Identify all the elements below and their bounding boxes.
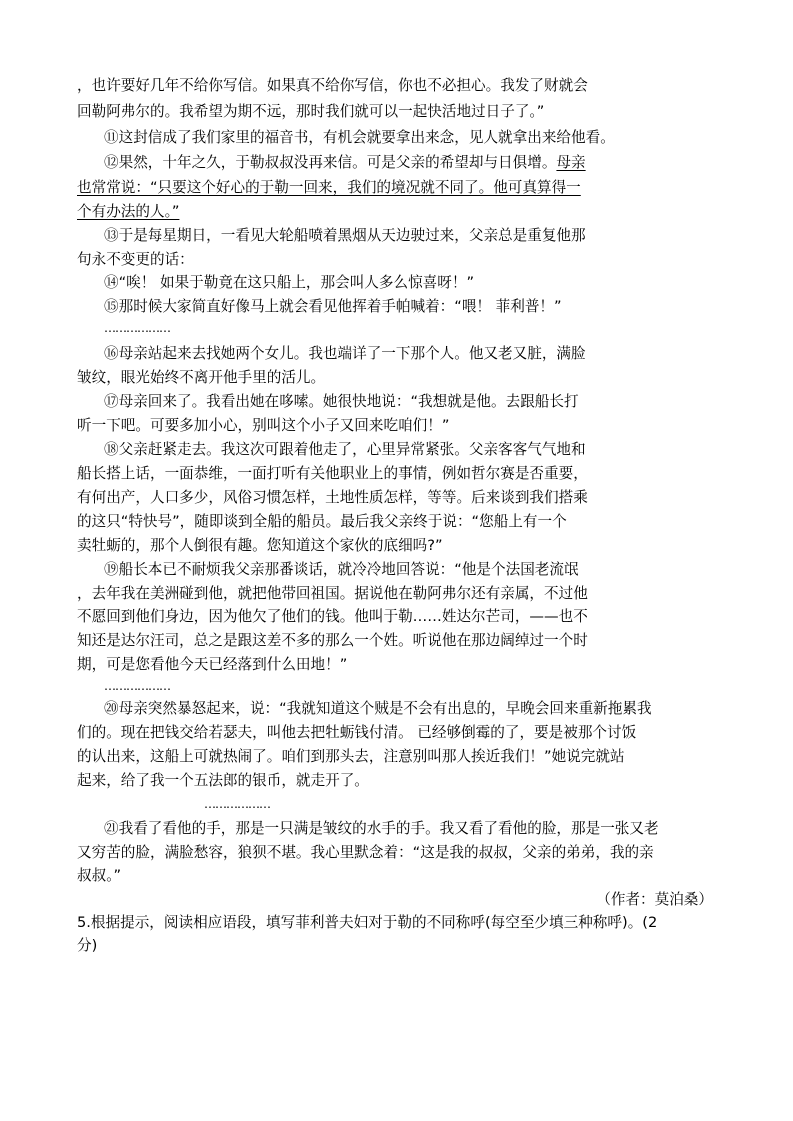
- text-line: 回勒阿弗尔的。我希望为期不远，那时我们就可以一起快活地过日子了。”: [77, 103, 545, 120]
- text-line: 皱纹，眼光始终不离开他手里的活儿。: [77, 369, 326, 386]
- author-credit: （作者：莫泊桑）: [596, 891, 713, 908]
- text-line: 们的。现在把钱交给若瑟夫，叫他去把牡蛎钱付清。 已经够倒霉的了，要是被那个讨饭: [77, 724, 637, 741]
- text-line: 起来，给了我一个五法郎的银币，就走开了。: [77, 772, 369, 789]
- text-line: 有何出产，人口多少，风俗习惯怎样，土地性质怎样，等等。后来谈到我们搭乘: [77, 489, 588, 506]
- paragraph-13: ⑬于是每星期日，一看见大轮船喷着黑烟从天边驶过来，父亲总是重复他那: [104, 227, 586, 244]
- text-line: 不愿回到他们身边，因为他欠了他们的钱。他叫于勒……姓达尔芒司，——也不: [77, 608, 588, 625]
- ellipsis-divider: ………………: [204, 797, 270, 811]
- ellipsis-divider: ………………: [104, 321, 170, 335]
- text-line: 卖牡蛎的，那个人倒很有趣。您知道这个家伙的底细吗?”: [77, 537, 443, 554]
- paragraph-11: ⑪这封信成了我们家里的福音书，有机会就要拿出来念，见人就拿出来给他看。: [104, 129, 615, 146]
- underlined-text: 个有办法的人。”: [77, 203, 180, 220]
- ellipsis-divider: ………………: [104, 679, 170, 693]
- question-5: 5.根据提示，阅读相应语段，填写菲利普夫妇对于勒的不同称呼(每空至少填三种称呼)。(2: [77, 914, 658, 931]
- paragraph-16: ⑯母亲站起来去找她两个女儿。我也端详了一下那个人。他又老又脏，满脸: [104, 345, 586, 362]
- paragraph-18: ⑱父亲赶紧走去。我这次可跟着他走了，心里异常紧张。父亲客客气气地和: [104, 441, 586, 458]
- paragraph-17: ⑰母亲回来了。我看出她在哆嗦。她很快地说：“我想就是他。去跟船长打: [104, 393, 579, 410]
- text-line: 句永不变更的话：: [77, 251, 194, 268]
- text-line: 叔叔。”: [77, 867, 122, 884]
- text-line: 又穷苦的脸，满脸愁容，狼狈不堪。我心里默念着：“这是我的叔叔，父亲的弟弟，我的亲: [77, 844, 654, 861]
- paragraph-15: ⑮那时候大家简直好像马上就会看见他挥着手帕喊着：“喂！ 菲利普！”: [104, 298, 562, 315]
- text-line: ，也许要好几年不给你写信。如果真不给你写信，你也不必担心。我发了财就会: [77, 77, 588, 94]
- paragraph-14: ⑭“唉！ 如果于勒竟在这只船上，那会叫人多么惊喜呀！”: [104, 274, 475, 291]
- paragraph-19: ⑲船长本已不耐烦我父亲那番谈话，就冷冷地回答说：“他是个法国老流氓: [104, 561, 579, 578]
- text-line: 期，可是您看他今天已经落到什么田地！”: [77, 656, 348, 673]
- underlined-text: 也常常说：“只要这个好心的于勒一回来，我们的境况就不同了。他可真算得一: [77, 179, 581, 196]
- text-line: 船长搭上话，一面恭维，一面打听有关他职业上的事情，例如哲尔赛是否重要，: [77, 465, 588, 482]
- paragraph-21: ㉑我看了看他的手，那是一只满是皱纹的水手的手。我又看了看他的脸，那是一张又老: [104, 820, 659, 837]
- text-line: 的这只“特快号”，随即谈到全船的船员。最后我父亲终于说：“您船上有一个: [77, 513, 567, 530]
- text-line: 听一下吧。可要多加小心，别叫这个小子又回来吃咱们！”: [77, 417, 450, 434]
- question-5-continuation: 分): [77, 937, 98, 954]
- text-line: 的认出来，这船上可就热闹了。咱们到那头去，注意别叫那人挨近我们！”她说完就站: [77, 748, 625, 765]
- paragraph-20: ⑳母亲突然暴怒起来，说：“我就知道这个贼是不会有出息的，早晚会回来重新拖累我: [104, 700, 652, 717]
- paragraph-12: [104, 153, 586, 173]
- text-line: ，去年我在美洲碰到他，就把他带回祖国。据说他在勒阿弗尔还有亲属，不过他: [77, 585, 588, 602]
- paragraph-12-text: ⑫果然，十年之久，于勒叔叔没再来信。可是父亲的希望却与日俱增。: [104, 154, 557, 171]
- text-line: 知还是达尔汪司，总之是跟这差不多的那么一个姓。听说他在那边阔绰过一个时: [77, 632, 588, 649]
- underlined-text: 母亲: [556, 154, 586, 171]
